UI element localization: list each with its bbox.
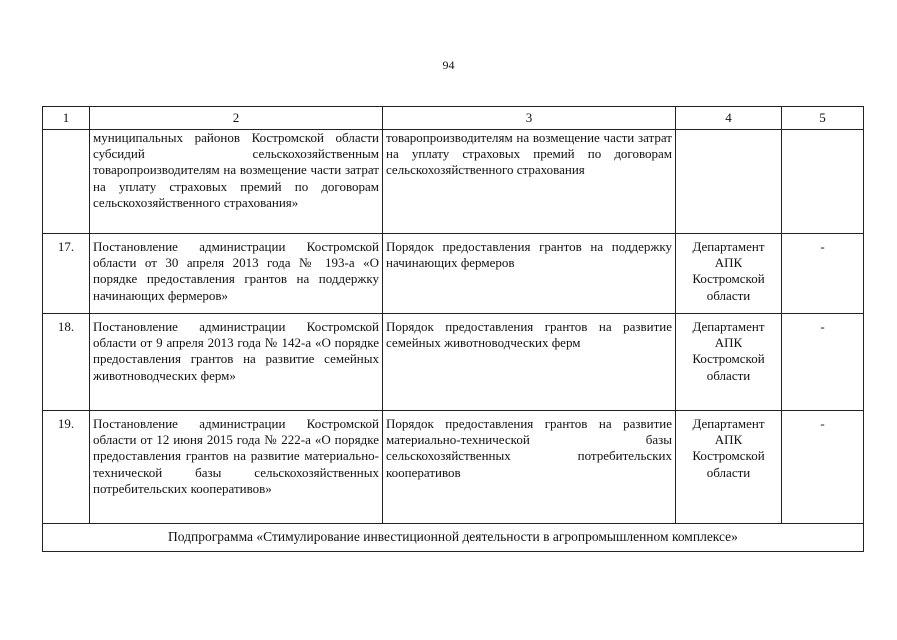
document-cell: Постановление администрации Костромской области от 30 апреля 2013 года № 193-а «О порядке предоставления грантов на поддержку начинающих фермеров» [90,234,383,314]
subject-cell: Порядок предоставления грантов на развитие материально-технической базы сельскохозяйственных потребительских кооперативов [383,411,676,524]
document-cell: Постановление администрации Костромской области от 12 июня 2015 года № 222-а «О порядке предоставления грантов на развитие материально-технической базы сельскохозяйственных потребительских кооперативов» [90,411,383,524]
executor-cell: Департамент АПК Костромской области [676,411,782,524]
row-number: 17. [43,234,90,314]
column-header: 3 [383,107,676,130]
executor-cell: Департамент АПК Костромской области [676,234,782,314]
document-cell: Постановление администрации Костромской области от 9 апреля 2013 года № 142-а «О порядке предоставления грантов на развитие семейных животноводческих ферм» [90,314,383,411]
row-number: 18. [43,314,90,411]
subject-cell: Порядок предоставления грантов на поддержку начинающих фермеров [383,234,676,314]
page-number: 94 [442,58,455,72]
column-header: 4 [676,107,782,130]
document-cell: муниципальных районов Костромской области субсидий сельскохозяйственным товаропроизводителям на возмещение части затрат на уплату страховых премий по договорам сельскохозяйственного страхования» [90,130,383,234]
row-number: 19. [43,411,90,524]
note-cell: - [782,411,864,524]
column-header: 5 [782,107,864,130]
table-row [43,234,864,314]
note-cell [782,130,864,234]
table-row [43,411,864,524]
table-row [43,130,864,234]
note-cell: - [782,314,864,411]
regulation-table [42,106,864,552]
column-header: 2 [90,107,383,130]
table-header-row [43,107,864,130]
subject-cell: Порядок предоставления грантов на развитие семейных животноводческих ферм [383,314,676,411]
executor-cell [676,130,782,234]
subprogram-title: Подпрограмма «Стимулирование инвестиционной деятельности в агропромышленном комплексе» [43,524,864,552]
column-header: 1 [43,107,90,130]
row-number [43,130,90,234]
subject-cell: товаропроизводителям на возмещение части затрат на уплату страховых премий по договорам сельскохозяйственного страхования [383,130,676,234]
note-cell: - [782,234,864,314]
table-row [43,314,864,411]
subprogram-row [43,524,864,552]
executor-cell: Департамент АПК Костромской области [676,314,782,411]
